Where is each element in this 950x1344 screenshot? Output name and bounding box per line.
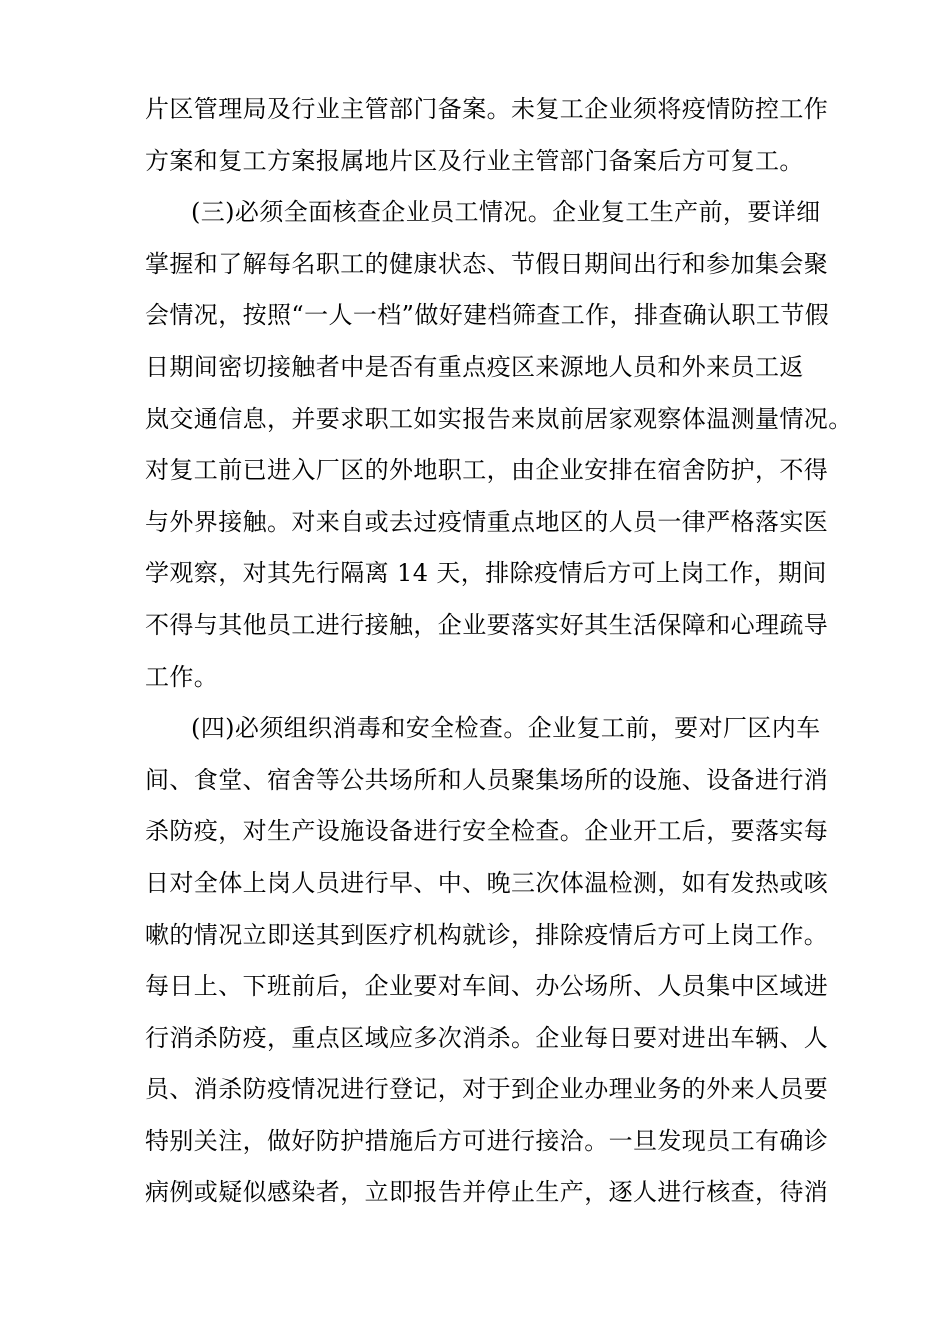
text-line: 会情况，按照“一人一档”做好建档筛查工作，排查确认职工节假 xyxy=(145,301,830,330)
text-line: 方案和复工方案报属地片区及行业主管部门备案后方可复工。 xyxy=(145,146,804,175)
text-line: 特别关注，做好防护措施后方可进行接洽。一旦发现员工有确诊 xyxy=(145,1126,829,1155)
body-text xyxy=(145,84,853,1219)
text-line: 与外界接触。对来自或去过疫情重点地区的人员一律严格落实医 xyxy=(145,507,829,536)
text-line: 行消杀防疫，重点区域应多次消杀。企业每日要对进出车辆、人 xyxy=(145,1023,829,1052)
text-line: 每日上、下班前后，企业要对车间、办公场所、人员集中区域进 xyxy=(145,972,829,1001)
text-line: 掌握和了解每名职工的健康状态、节假日期间出行和参加集会聚 xyxy=(145,249,829,278)
text-line: 片区管理局及行业主管部门备案。未复工企业须将疫情防控工作 xyxy=(145,95,829,123)
text-line: 学观察，对其先行隔离 14 天，排除疫情后方可上岗工作，期间 xyxy=(145,559,827,588)
text-line: 病例或疑似感染者，立即报告并停止生产，逐人进行核查，待消 xyxy=(145,1178,829,1207)
text-line: 对复工前已进入厂区的外地职工，由企业安排在宿舍防护，不得 xyxy=(145,456,829,485)
text-line: 日期间密切接触者中是否有重点疫区来源地人员和外来员工返 xyxy=(145,352,804,381)
text-line: 间、食堂、宿舍等公共场所和人员聚集场所的设施、设备进行消 xyxy=(145,765,829,794)
paragraph-first-line: (三)必须全面核查企业员工情况。企业复工生产前，要详细 xyxy=(191,198,821,227)
text-line: 员、消杀防疫情况进行登记，对于到企业办理业务的外来人员要 xyxy=(145,1075,829,1104)
text-line: 嗽的情况立即送其到医疗机构就诊，排除疫情后方可上岗工作。 xyxy=(145,920,829,949)
paragraph-first-line: (四)必须组织消毒和安全检查。企业复工前，要对厂区内车 xyxy=(191,714,821,743)
text-line: 日对全体上岗人员进行早、中、晚三次体温检测，如有发热或咳 xyxy=(145,868,829,897)
text-line: 不得与其他员工进行接触，企业要落实好其生活保障和心理疏导 xyxy=(145,610,829,639)
text-line: 杀防疫，对生产设施设备进行安全检查。企业开工后，要落实每 xyxy=(145,817,829,846)
text-line: 岚交通信息，并要求职工如实报告来岚前居家观察体温测量情况。 xyxy=(145,404,853,433)
text-line: 工作。 xyxy=(145,662,219,691)
